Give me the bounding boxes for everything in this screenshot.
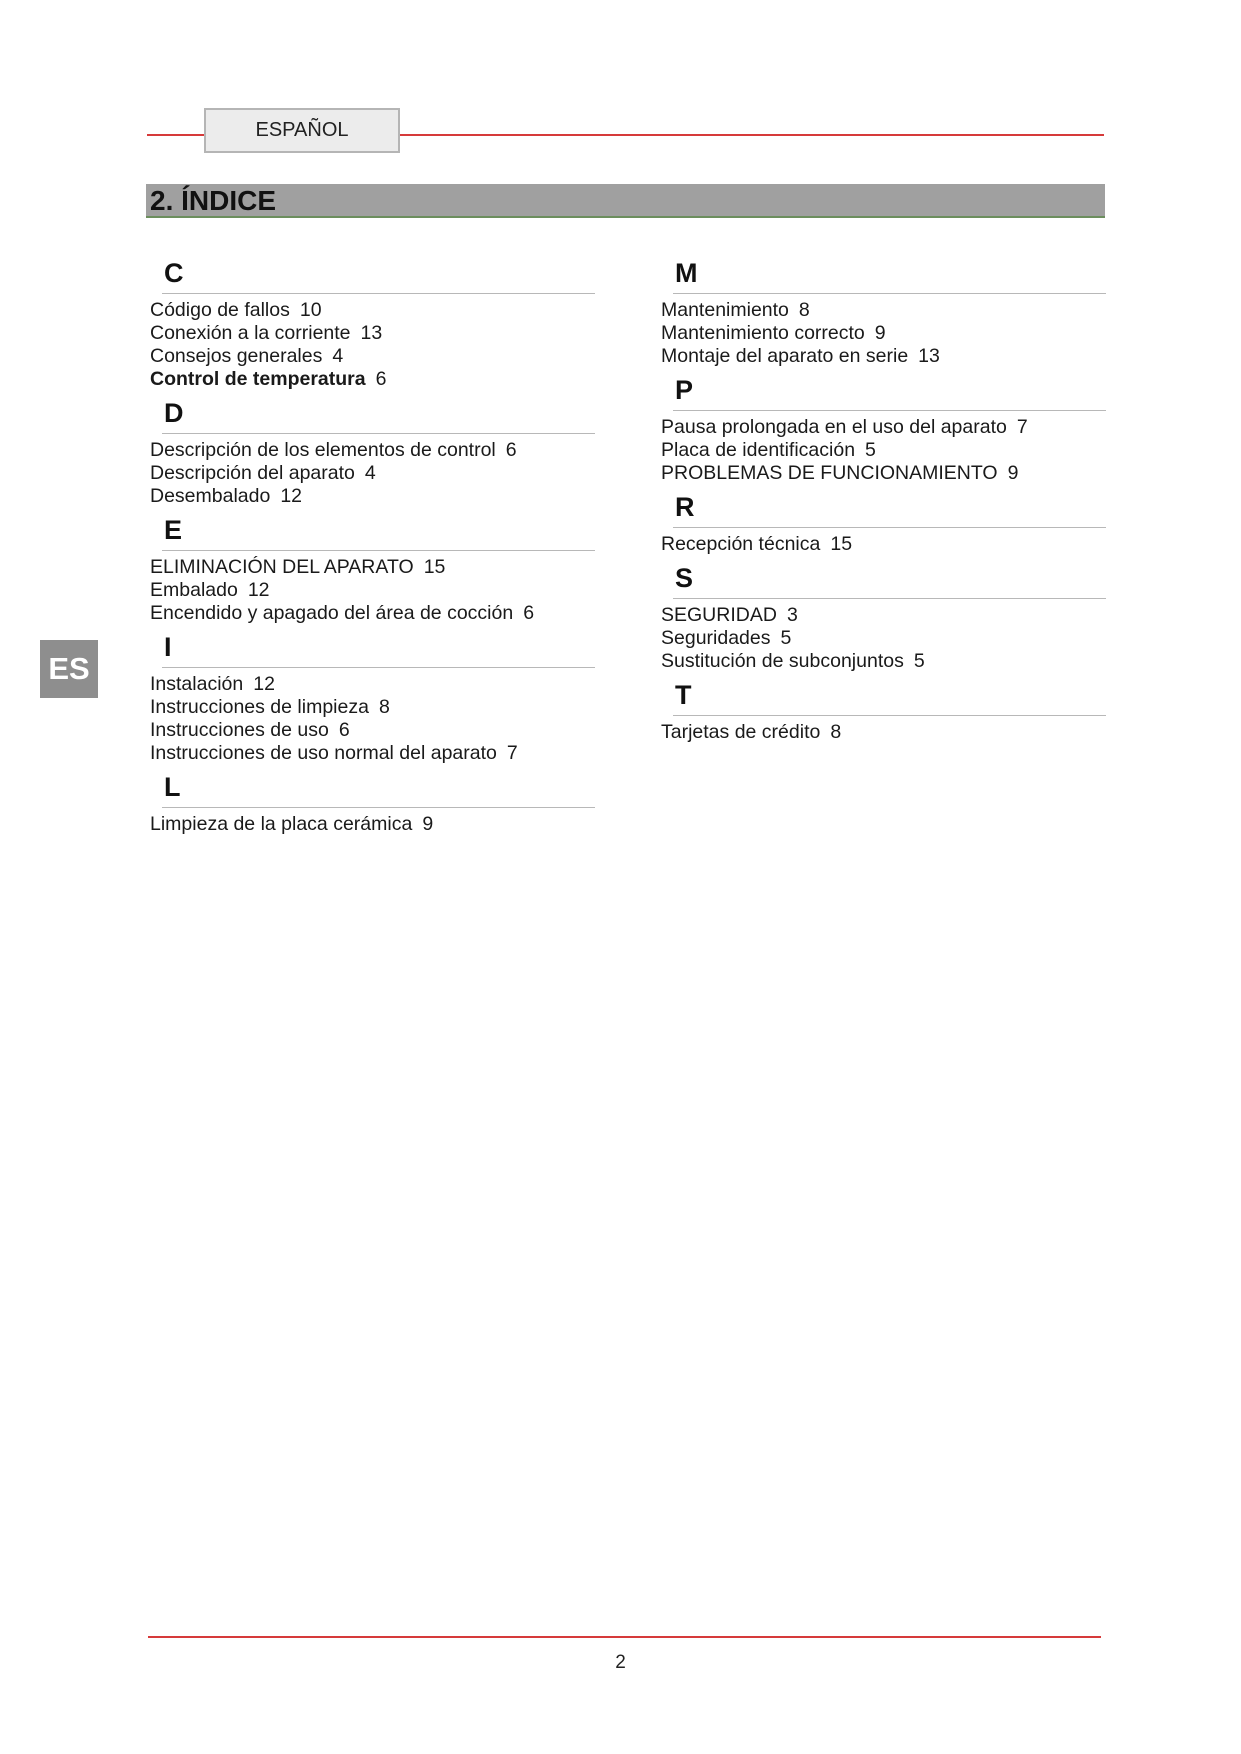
index-entry-text: Mantenimiento [661, 299, 789, 321]
index-entry-text: Limpieza de la placa cerámica [150, 813, 413, 835]
index-entry-text: Mantenimiento correcto [661, 322, 865, 344]
index-entry-text: Recepción técnica [661, 533, 821, 555]
index-entry [661, 462, 1106, 485]
index-entry-page: 12 [253, 673, 275, 695]
index-section-i [150, 630, 595, 770]
index-entry-text: Montaje del aparato en serie [661, 345, 909, 367]
index-entry-page: 10 [299, 299, 322, 321]
index-entry-page: 12 [280, 485, 303, 507]
title-bar [146, 184, 1105, 218]
section-divider [673, 598, 1106, 599]
section-letter-heading [150, 513, 595, 553]
index-entry [150, 719, 595, 742]
section-entries [661, 530, 1106, 561]
index-section-s [661, 561, 1106, 678]
index-entry-page: 9 [1007, 462, 1019, 484]
language-tab: ESPAÑOL [204, 108, 400, 153]
section-letter: D [164, 398, 184, 428]
section-divider [673, 527, 1106, 528]
index-entry-page: 8 [830, 721, 842, 743]
section-entries [150, 436, 595, 513]
index-entry-page: 6 [505, 439, 517, 461]
index-entry-text: Instrucciones de uso [150, 719, 329, 741]
index-entry-text: Seguridades [661, 627, 771, 649]
index-section-t [661, 678, 1106, 749]
index-entry-page: 9 [874, 322, 886, 344]
index-entry-page: 5 [865, 439, 876, 461]
section-entries [150, 670, 595, 770]
section-letter-heading [150, 256, 595, 296]
index-entry-text: Instrucciones de uso normal del aparato [150, 742, 497, 764]
index-entry-page: 6 [338, 719, 350, 741]
index-entry-page: 7 [1016, 416, 1028, 438]
index-entry-text: Placa de identificación [661, 439, 856, 461]
section-letter-heading [661, 678, 1106, 718]
index-entry [150, 813, 595, 836]
index-entry-page: 7 [506, 742, 518, 764]
index-column-left [150, 256, 595, 841]
index-entry-page: 6 [375, 368, 387, 390]
section-letter-heading [661, 490, 1106, 530]
index-entry [150, 673, 595, 696]
index-entry-text: Conexión a la corriente [150, 322, 351, 344]
index-entry [661, 439, 1106, 462]
section-divider [673, 293, 1106, 294]
language-side-tab: ES [40, 640, 98, 698]
index-section-l [150, 770, 595, 841]
page-number: 2 [615, 1652, 626, 1673]
index-entry [661, 721, 1106, 744]
section-divider [673, 715, 1106, 716]
section-letter: T [675, 680, 692, 710]
index-entry-page: 5 [780, 627, 792, 649]
index-entry-text: Encendido y apagado del área de cocción [150, 602, 514, 624]
section-entries [150, 810, 595, 841]
index-entry-page: 4 [332, 345, 344, 367]
index-entry-text: Sustitución de subconjuntos [661, 650, 904, 672]
section-letter-heading [661, 561, 1106, 601]
page-title: 2. ÍNDICE [150, 185, 277, 216]
index-entry-page: 8 [378, 696, 390, 718]
section-divider [673, 410, 1106, 411]
index-entry-page: 13 [360, 322, 383, 344]
section-divider [162, 807, 595, 808]
index-entry [150, 368, 595, 391]
index-entry-text: Consejos generales [150, 345, 323, 367]
index-entry-text: Tarjetas de crédito [661, 721, 821, 743]
index-entry-text: Instalación [150, 673, 244, 695]
section-divider [162, 293, 595, 294]
section-letter-heading [150, 770, 595, 810]
index-entry [661, 533, 1106, 556]
index-section-c [150, 256, 595, 396]
section-letter: R [675, 492, 695, 522]
section-entries [150, 553, 595, 630]
section-divider [162, 550, 595, 551]
index-entry-text: Descripción del aparato [150, 462, 355, 484]
section-letter: C [164, 258, 184, 288]
section-letter: P [675, 375, 694, 405]
section-letter-heading [661, 256, 1106, 296]
section-entries [661, 413, 1106, 490]
section-entries [661, 718, 1106, 749]
section-letter: L [164, 772, 181, 802]
section-letter: M [675, 258, 698, 288]
index-entry [661, 627, 1106, 650]
section-letter: I [164, 632, 172, 662]
index-entry-page: 15 [830, 533, 853, 555]
section-letter: E [164, 515, 183, 545]
index-entry [661, 650, 1106, 673]
section-letter: S [675, 563, 694, 593]
index-entry-page: 8 [798, 299, 810, 321]
index-entry-text: Control de temperatura [150, 368, 366, 390]
section-entries [150, 296, 595, 396]
index-entry-page: 15 [423, 556, 446, 578]
section-divider [162, 433, 595, 434]
index-entry-text: Descripción de los elementos de control [150, 439, 496, 461]
index-column-right [661, 256, 1106, 749]
section-entries [661, 601, 1106, 678]
index-entry [150, 322, 595, 345]
index-entry-text: Embalado [150, 579, 238, 601]
index-entry-text: SEGURIDAD [661, 604, 777, 626]
index-entry-page: 9 [422, 813, 434, 835]
index-entry [150, 556, 595, 579]
section-letter-heading [150, 396, 595, 436]
index-entry-text: Desembalado [150, 485, 271, 507]
index-section-e [150, 513, 595, 630]
section-letter-heading [661, 373, 1106, 413]
index-entry [661, 322, 1106, 345]
index-entry-page: 3 [786, 604, 798, 626]
index-section-m [661, 256, 1106, 373]
index-entry-page: 12 [247, 579, 270, 601]
index-entry-text: Instrucciones de limpieza [150, 696, 369, 718]
index-entry-page: 13 [918, 345, 940, 367]
section-divider [162, 667, 595, 668]
index-entry [150, 439, 595, 462]
index-entry-text: ELIMINACIÓN DEL APARATO [150, 556, 414, 578]
index-entry [150, 742, 595, 765]
index-entry [150, 485, 595, 508]
index-entry [150, 602, 595, 625]
index-entry-text: Código de fallos [150, 299, 290, 321]
index-section-d [150, 396, 595, 513]
index-section-r [661, 490, 1106, 561]
index-entry [150, 345, 595, 368]
index-entry [150, 579, 595, 602]
index-section-p [661, 373, 1106, 490]
index-entry [150, 462, 595, 485]
index-entry-page: 5 [913, 650, 925, 672]
index-entry-text: PROBLEMAS DE FUNCIONAMIENTO [661, 462, 998, 484]
index-entry-text: Pausa prolongada en el uso del aparato [661, 416, 1007, 438]
index-entry [661, 345, 1106, 368]
index-entry [150, 299, 595, 322]
section-letter-heading [150, 630, 595, 670]
index-entry [661, 604, 1106, 627]
index-entry-page: 4 [364, 462, 376, 484]
index-entry [661, 416, 1106, 439]
section-entries [661, 296, 1106, 373]
index-entry [150, 696, 595, 719]
index-entry-page: 6 [523, 602, 535, 624]
footer-rule [148, 1636, 1101, 1638]
index-entry [661, 299, 1106, 322]
